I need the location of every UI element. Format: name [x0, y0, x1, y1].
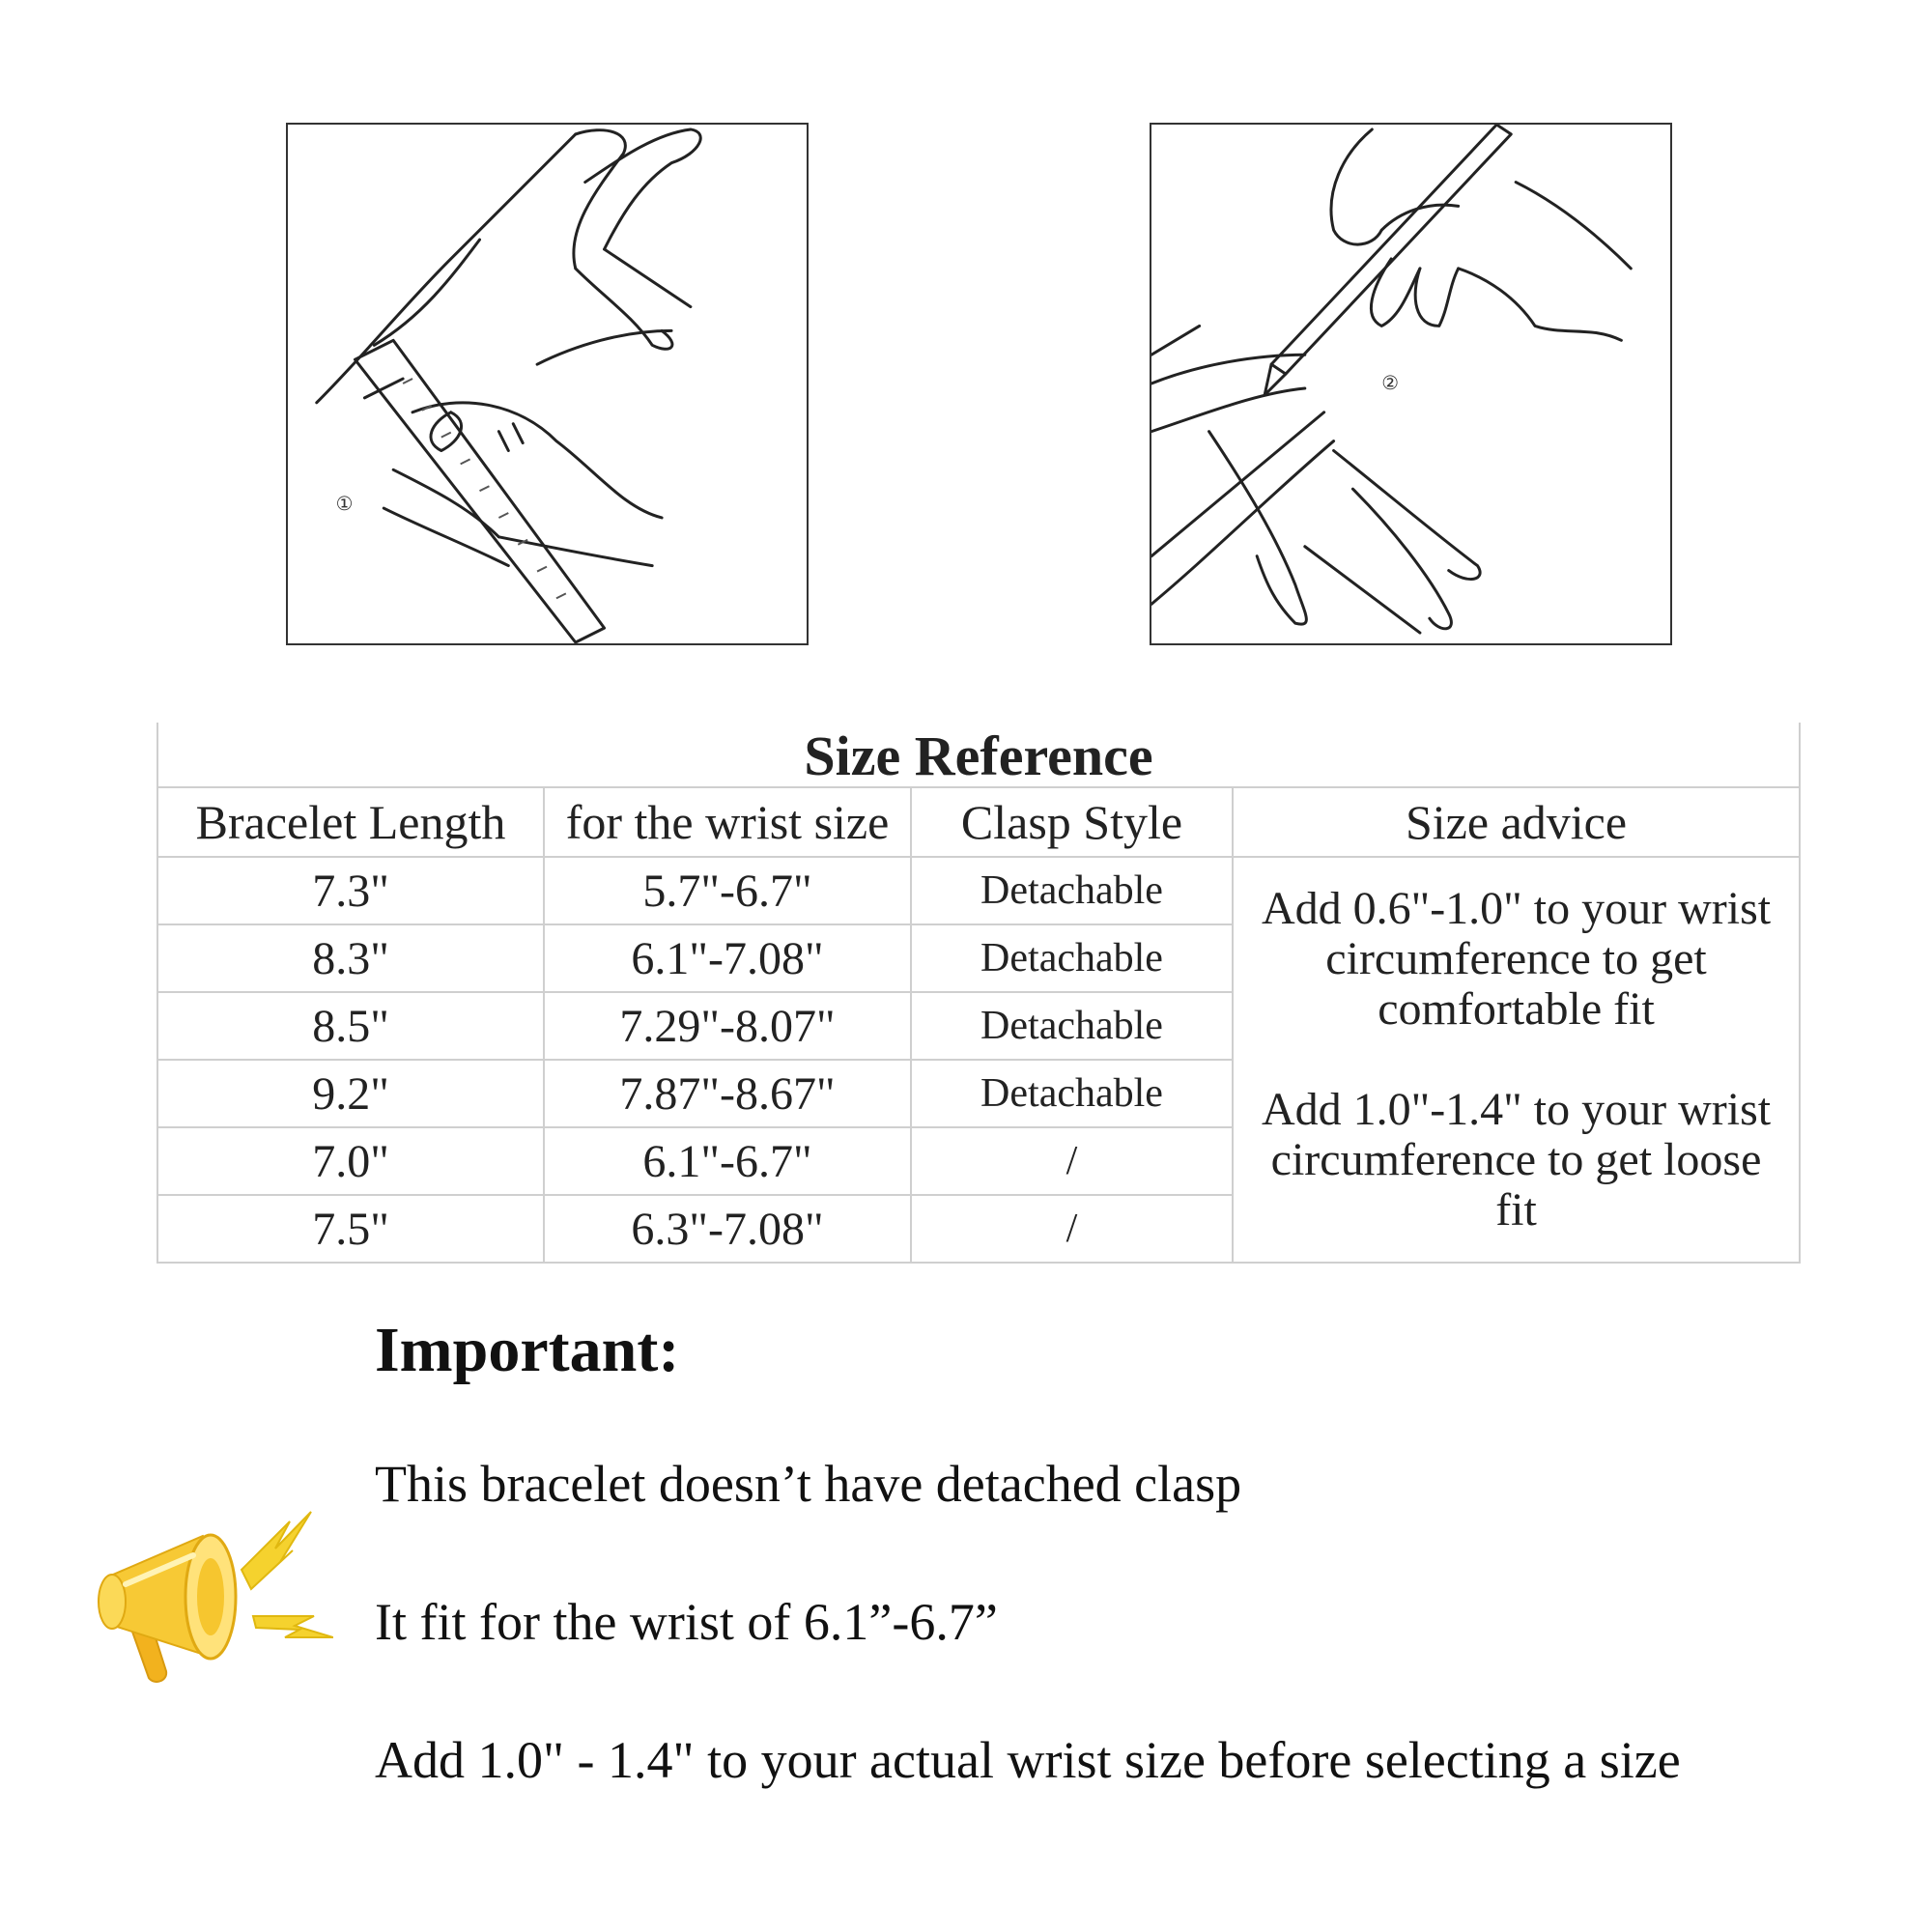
bracelet-length-cell: 9.2" — [157, 1060, 544, 1127]
measure-step-2-panel — [1150, 123, 1672, 645]
wrist-size-cell: 7.87"-8.67" — [544, 1060, 911, 1127]
lightning-bolt-icon — [242, 1512, 311, 1589]
bracelet-length-cell: 7.5" — [157, 1195, 544, 1263]
important-heading: Important: — [375, 1315, 680, 1385]
header-wrist-size: for the wrist size — [544, 787, 911, 857]
bracelet-length-cell: 7.0" — [157, 1127, 544, 1195]
bracelet-length-cell: 8.3" — [157, 924, 544, 992]
table-title-row — [157, 723, 1800, 787]
bracelet-length-cell: 8.5" — [157, 992, 544, 1060]
table-header-row — [157, 787, 1800, 857]
step-2-number: ② — [1381, 371, 1400, 394]
note-wrist-fit: It fit for the wrist of 6.1”-6.7” — [375, 1593, 998, 1651]
bracelet-length-cell: 7.3" — [157, 857, 544, 924]
note-add-to-wrist-size: Add 1.0" - 1.4" to your actual wrist size before selecting a size — [375, 1731, 1681, 1789]
advice-loose-fit: Add 1.0"-1.4" to your wrist circumference to get loose fit — [1261, 1084, 1772, 1236]
table-title: Size Reference — [157, 723, 1800, 787]
step-1-number: ① — [335, 493, 354, 516]
note-no-detached-clasp: This bracelet doesn’t have detached clasp — [375, 1455, 1242, 1513]
wrist-size-cell: 7.29"-8.07" — [544, 992, 911, 1060]
measure-step-1-panel — [286, 123, 809, 645]
header-size-advice: Size advice — [1233, 787, 1800, 857]
wrist-size-cell: 6.3"-7.08" — [544, 1195, 911, 1263]
header-clasp-style: Clasp Style — [911, 787, 1233, 857]
clasp-style-cell: Detachable — [911, 992, 1233, 1060]
wrist-size-cell: 6.1"-6.7" — [544, 1127, 911, 1195]
advice-comfortable-fit: Add 0.6"-1.0" to your wrist circumference to get comfortable fit — [1261, 883, 1772, 1035]
megaphone-icon — [97, 1502, 333, 1695]
wrist-size-cell: 6.1"-7.08" — [544, 924, 911, 992]
hand-measuring-tape-icon — [288, 125, 807, 643]
clasp-style-cell: / — [911, 1195, 1233, 1263]
size-advice-cell — [1233, 857, 1800, 1263]
table-row — [157, 857, 1800, 924]
clasp-style-cell: Detachable — [911, 857, 1233, 924]
clasp-style-cell: Detachable — [911, 924, 1233, 992]
clasp-style-cell: Detachable — [911, 1060, 1233, 1127]
lightning-bolt-icon — [253, 1616, 333, 1637]
size-reference-table — [156, 723, 1801, 1264]
clasp-style-cell: / — [911, 1127, 1233, 1195]
hand-marking-tape-icon — [1151, 125, 1670, 643]
header-bracelet-length: Bracelet Length — [157, 787, 544, 857]
wrist-size-cell: 5.7"-6.7" — [544, 857, 911, 924]
